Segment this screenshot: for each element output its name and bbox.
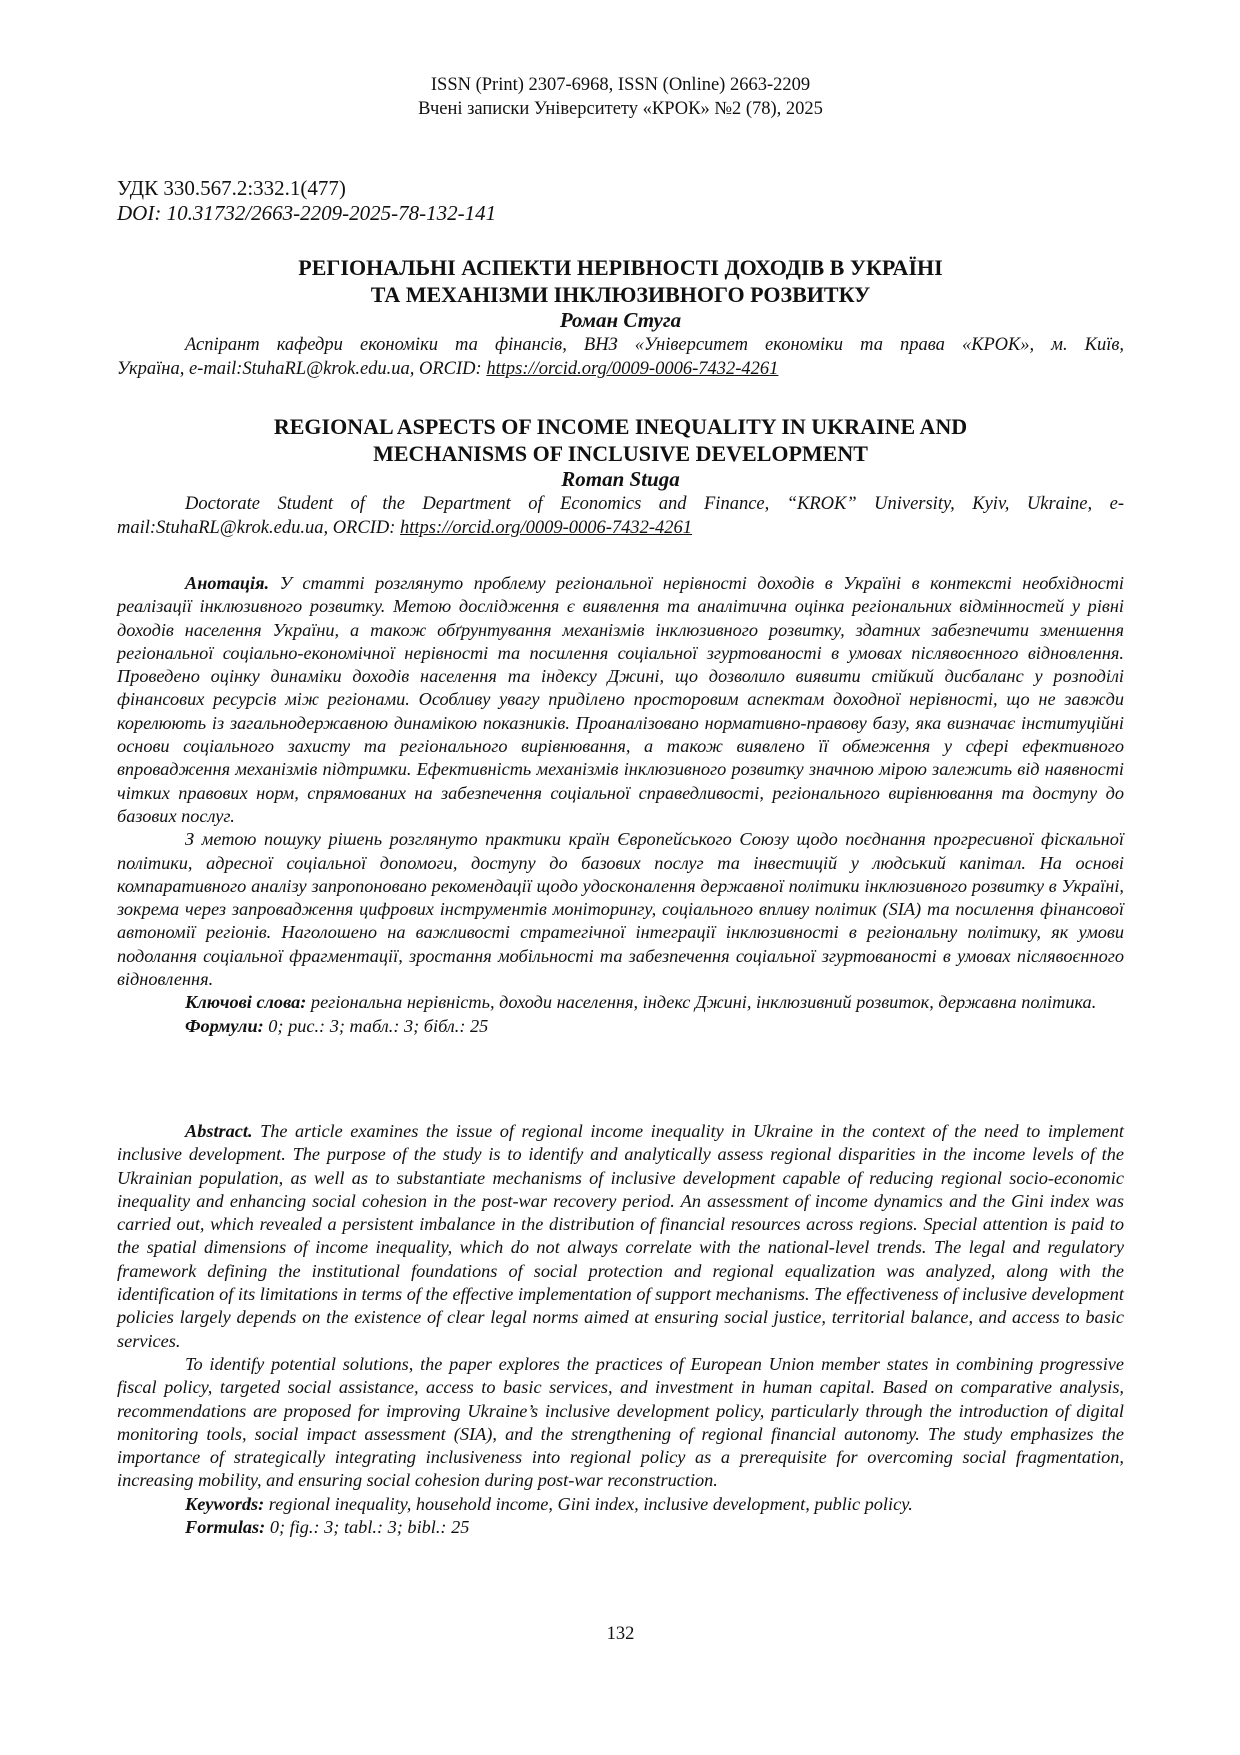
annotation-paragraph-1: Анотація. У статті розглянуто проблему регіональної нерівності доходів в Україні в контексті необхідності реалізації інклюзивного розвитку. Метою дослідження є виявлення та аналітична оцінка регіональних відмінностей у рівні доходів населення України, а також обґрунтування механізмів інклюзивного розвитку, здатних забезпечити зменшення регіональної соціально-економічної нерівності та посилення соціальної згуртованості в умовах післявоєнного відновлення. Проведено оцінку динаміки доходів населення та індексу Джині, що дозволило виявити стійкий дисбаланс у розподілі фінансових ресурсів між регіонами. Особливу увагу приділено просторовим аспектам доходної нерівності, що не завжди корелюють із загальнодержавною динамікою показників. Проаналізовано нормативно-правову базу, яка визначає інституційні основи соціального захисту та регіонального вирівнювання, а також виявлено її обмеження у сфері ефективного впровадження механізмів підтримки. Ефективність механізмів інклюзивного розвитку значною мірою залежить від наявності чітких правових норм, спрямованих на забезпечення соціальної справедливості, регіонального вирівнювання та доступу до базових послуг. — [117, 573, 1124, 826]
ua-author: Роман Стуга — [559, 308, 682, 332]
annotation-paragraph-2: З метою пошуку рішень розглянуто практики країн Європейського Союзу щодо поєднання прогресивної фіскальної політики, адресної соціальної допомоги, доступу до базових послуг та інвестицій у людський капітал. На основі компаративного аналізу запропоновано рекомендації щодо удосконалення державної політики інклюзивного розвитку в Україні, зокрема через запровадження цифрових інструментів моніторингу, соціального впливу політик (SIA) та посилення фінансової автономії регіонів. Наголошено на важливості стратегічної інтеграції інклюзивності в регіональну політику, як умови подолання соціальної фрагментації, зростання мобільності та забезпечення соціальної згуртованості в умовах післявоєнного відновлення. — [117, 829, 1124, 990]
ua-title-line1: РЕГІОНАЛЬНІ АСПЕКТИ НЕРІВНОСТІ ДОХОДІВ В УКРАЇНІ — [298, 255, 943, 280]
annotation-formulas: Формули: 0; рис.: 3; табл.: 3; бібл.: 25 — [185, 1015, 489, 1036]
journal-line: Вчені записки Університету «КРОК» №2 (78), 2025 — [418, 99, 823, 119]
en-title-line1: REGIONAL ASPECTS OF INCOME INEQUALITY IN UKRAINE AND — [273, 414, 968, 439]
doi[interactable]: DOI: 10.31732/2663-2209-2025-78-132-141 — [117, 201, 497, 225]
en-affiliation-line1: Doctorate Student of the Department of Economics and Finance, “KROK” University, Kyiv, Ukraine, e- — [185, 494, 1124, 514]
en-title-line2: MECHANISMS OF INCLUSIVE DEVELOPMENT — [373, 441, 868, 466]
issn-line: ISSN (Print) 2307-6968, ISSN (Online) 2663-2209 — [430, 75, 811, 95]
ua-orcid-link[interactable]: https://orcid.org/0009-0006-7432-4261 — [486, 358, 779, 379]
ua-title-line2: ТА МЕХАНІЗМИ ІНКЛЮЗИВНОГО РОЗВИТКУ — [370, 282, 871, 307]
page-number: 132 — [606, 1624, 635, 1644]
annotation-keywords: Ключові слова: регіональна нерівність, доходи населення, індекс Джині, інклюзивний розвиток, державна політика. — [185, 992, 1097, 1013]
abstract-en — [117, 1120, 1124, 1539]
en-orcid-link[interactable]: https://orcid.org/0009-0006-7432-4261 — [400, 517, 693, 538]
abstract-paragraph-1: Abstract. The article examines the issue of regional income inequality in Ukraine in the context of the need to implement inclusive development. The purpose of the study is to identify and analytically assess regional disparities in the income levels of the Ukrainian population, as well as to substantiate mechanisms of inclusive development capable of reducing regional socio-economic inequality and enhancing social cohesion in the post-war recovery period. An assessment of income dynamics and the Gini index was carried out, which revealed a persistent imbalance in the distribution of financial resources across regions. Special attention is paid to the spatial dimensions of income inequality, which do not always correlate with the national-level trends. The legal and regulatory framework defining the institutional foundations of social protection and regional equalization was analyzed, along with the identification of its limitations in terms of the effective implementation of support mechanisms. The effectiveness of inclusive development policies largely depends on the existence of clear legal norms aimed at ensuring social justice, territorial balance, and access to basic services. — [117, 1121, 1124, 1351]
abstract-paragraph-2: To identify potential solutions, the paper explores the practices of European Union member states in combining progressive fiscal policy, targeted social assistance, access to basic services, and investment in human capital. Based on comparative analysis, recommendations are proposed for improving Ukraine’s inclusive development policy, particularly through the introduction of digital monitoring tools, social impact assessment (SIA), and the strengthening of regional financial autonomy. The study emphasizes the importance of strategically integrating inclusiveness into regional policy as a prerequisite for overcoming social fragmentation, increasing mobility, and ensuring social cohesion during post-war reconstruction. — [117, 1353, 1124, 1491]
annotation-label: Анотація. — [185, 573, 270, 593]
udk-code: УДК 330.567.2:332.1(477) — [117, 176, 346, 200]
en-author: Roman Stuga — [561, 467, 680, 491]
ua-affiliation-email: Україна, e-mail:StuhaRL@krok.edu.ua, ORCID: — [117, 358, 487, 379]
annotation-ua — [117, 572, 1124, 1038]
en-affiliation-line2 — [117, 517, 1124, 541]
ua-affiliation-line1: Аспірант кафедри економіки та фінансів, ВНЗ «Університет економіки та права «КРОК», м. Київ, — [185, 335, 1124, 355]
ua-affiliation — [117, 334, 1124, 381]
abstract-label: Abstract. — [185, 1121, 253, 1141]
ua-affiliation-line2 — [117, 358, 1124, 382]
en-affiliation — [117, 493, 1124, 540]
abstract-keywords: Keywords: regional inequality, household income, Gini index, inclusive development, public policy. — [185, 1493, 913, 1514]
abstract-formulas: Formulas: 0; fig.: 3; tabl.: 3; bibl.: 25 — [185, 1517, 470, 1538]
en-affiliation-email: mail:StuhaRL@krok.edu.ua, ORCID: — [117, 517, 401, 538]
